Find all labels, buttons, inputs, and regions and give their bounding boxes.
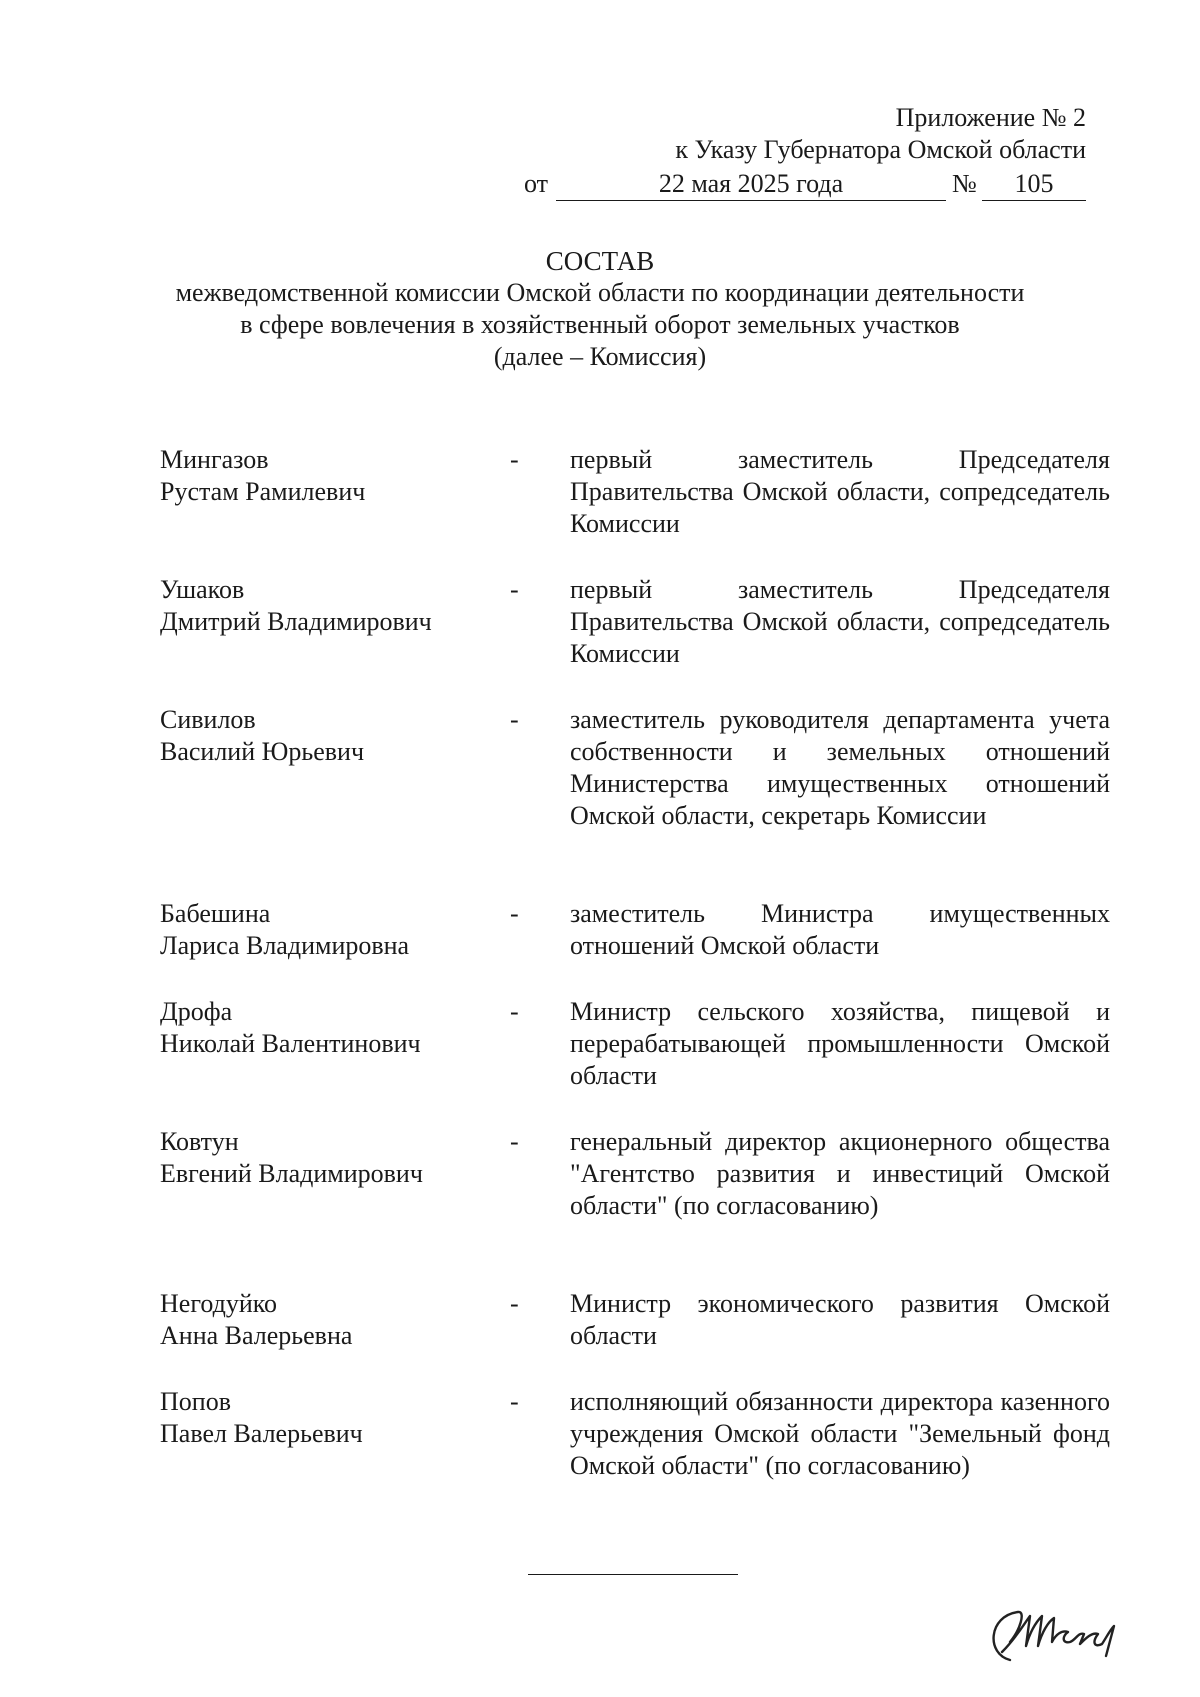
member-name [160,1126,480,1190]
member-dash: - [510,1289,519,1318]
member-surname: Дрофа [160,997,233,1026]
member-surname: Попов [160,1387,231,1416]
member-given-name: Рустам Рамилевич [160,477,366,506]
member-dash: - [510,1127,519,1156]
member-role: первый заместитель Председателя Правительства Омской области, сопредседатель Комиссии [570,575,1110,668]
member-role: генеральный директор акционерного общества "Агентство развития и инвестиций Омской области" (по согласованию) [570,1127,1110,1220]
title-line-3: (далее – Комиссия) [493,342,707,371]
member-given-name: Павел Валерьевич [160,1419,363,1448]
member-name [160,898,480,962]
member-dash: - [510,997,519,1026]
closing-line [528,1574,738,1575]
document-title-block [100,245,1100,373]
title-line-1: межведомственной комиссии Омской области по координации деятельности [175,278,1025,307]
member-given-name: Николай Валентинович [160,1029,421,1058]
member-name [160,574,480,638]
member-surname: Ковтун [160,1127,239,1156]
member-given-name: Лариса Владимировна [160,931,410,960]
member-surname: Мингазов [160,445,269,474]
decree-date: 22 мая 2025 года [556,168,946,201]
member-name [160,1288,480,1352]
appendix-number: Приложение № 2 [895,103,1086,132]
member-given-name: Василий Юрьевич [160,737,365,766]
member-name [160,996,480,1060]
member-surname: Сивилов [160,705,256,734]
member-dash: - [510,1387,519,1416]
decree-number: 105 [982,168,1086,201]
member-given-name: Евгений Владимирович [160,1159,423,1188]
member-role: заместитель руководителя департамента учета собственности и земельных отношений Министерства имущественных отношений Омской области, секретарь Комиссии [570,705,1110,830]
member-given-name: Анна Валерьевна [160,1321,353,1350]
member-surname: Бабешина [160,899,271,928]
page-title: СОСТАВ [545,246,655,276]
member-name [160,704,480,768]
number-sign: № [952,169,977,198]
member-surname: Негодуйко [160,1289,278,1318]
member-dash: - [510,705,519,734]
date-prefix: от [524,169,549,198]
member-name [160,1386,480,1450]
appendix-header [486,102,1086,166]
member-role: исполняющий обязанности директора казенного учреждения Омской области "Земельный фонд Омской области" (по согласованию) [570,1387,1110,1480]
member-role: заместитель Министра имущественных отношений Омской области [570,899,1110,960]
handwritten-signature [980,1602,1130,1666]
member-role: первый заместитель Председателя Правительства Омской области, сопредседатель Комиссии [570,445,1110,538]
member-dash: - [510,445,519,474]
member-name [160,444,480,508]
title-line-2: в сфере вовлечения в хозяйственный оборот земельных участков [240,310,960,339]
member-dash: - [510,575,519,604]
member-role: Министр экономического развития Омской области [570,1289,1110,1350]
decree-reference: к Указу Губернатора Омской области [675,135,1086,164]
member-given-name: Дмитрий Владимирович [160,607,432,636]
decree-date-line [524,168,1086,202]
member-role: Министр сельского хозяйства, пищевой и перерабатывающей промышленности Омской области [570,997,1110,1090]
member-dash: - [510,899,519,928]
member-surname: Ушаков [160,575,245,604]
